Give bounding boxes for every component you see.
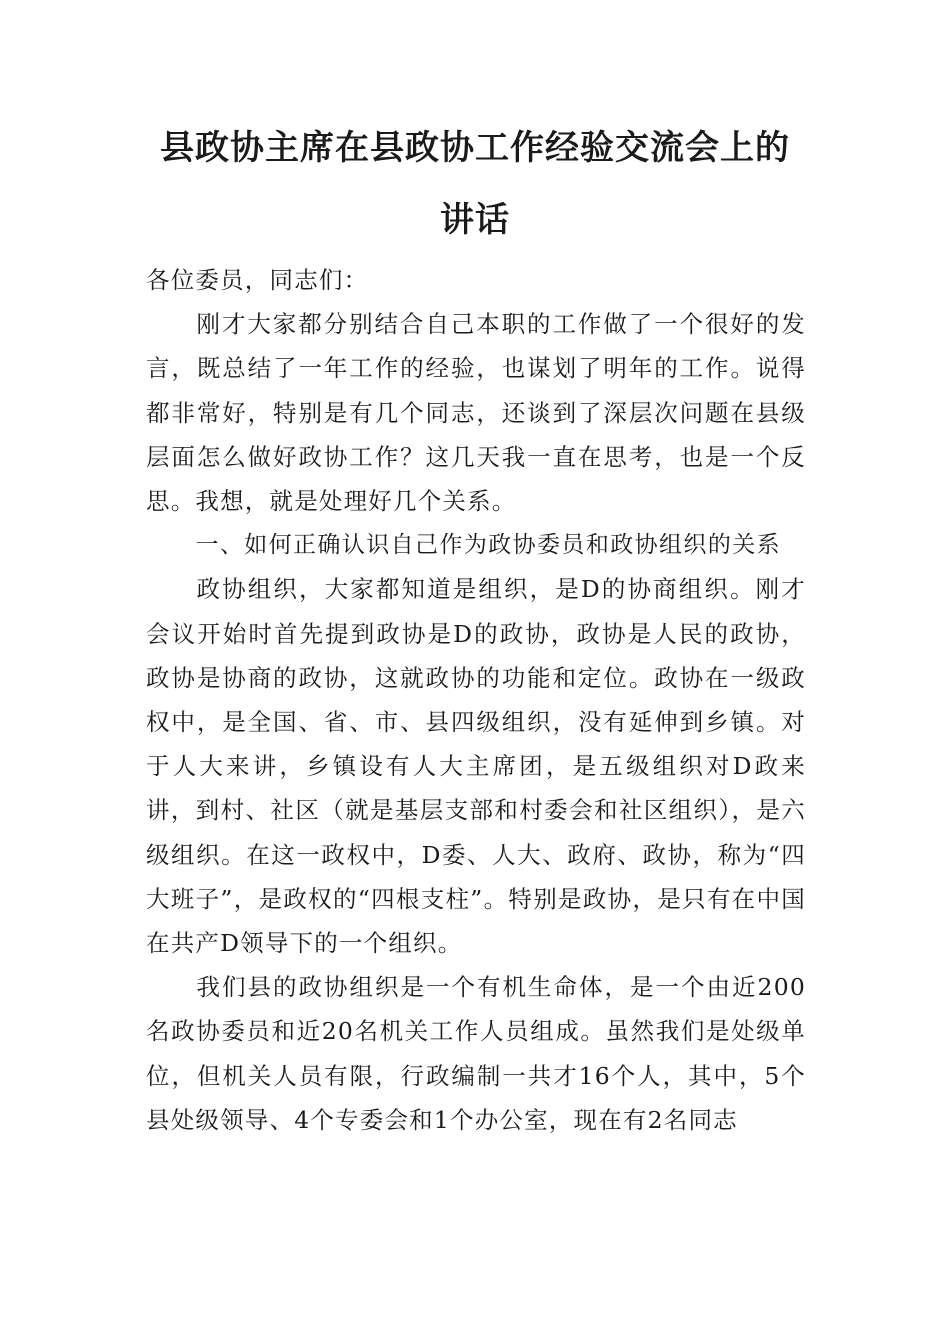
paragraph-cppcc-organization: 政协组织，大家都知道是组织，是D的协商组织。刚才会议开始时首先提到政协是D的政协，政协是人民的政协，政协是协商的政协，这就政协的功能和定位。政协在一级政权中，是全国、省、市、县四级组织，没有延伸到乡镇。对于人大来讲，乡镇设有人大主席团，是五级组织对D政来讲，到村、社区（就是基层支部和村委会和社区组织），是六级组织。在这一政权中，D委、人大、政府、政协，称为“四大班子”，是政权的“四根支柱”。特别是政协，是只有在中国在共产D领导下的一个组织。 (146, 575, 806, 958)
document-title-line-2: 讲话 (440, 200, 510, 240)
document-body (146, 258, 806, 1142)
salutation: 各位委员，同志们： (146, 266, 369, 294)
section-heading-1: 一、如何正确认识自己作为政协委员和政协组织的关系 (195, 532, 782, 559)
document-title-line-1: 县政协主席在县政协工作经验交流会上的 (160, 128, 790, 168)
paragraph-county-cppcc: 我们县的政协组织是一个有机生命体，是一个由近200名政协委员和近20名机关工作人员组成。虽然我们是处级单位，但机关人员有限，行政编制一共才16个人，其中，5个县处级领导、4个专委会和1个办公室，现在有2名同志 (146, 973, 806, 1134)
paragraph-intro: 刚才大家都分别结合自己本职的工作做了一个很好的发言，既总结了一年工作的经验，也谋划了明年的工作。说得都非常好，特别是有几个同志，还谈到了深层次问题在县级层面怎么做好政协工作？这几天我一直在思考，也是一个反思。我想，就是处理好几个关系。 (146, 310, 806, 516)
